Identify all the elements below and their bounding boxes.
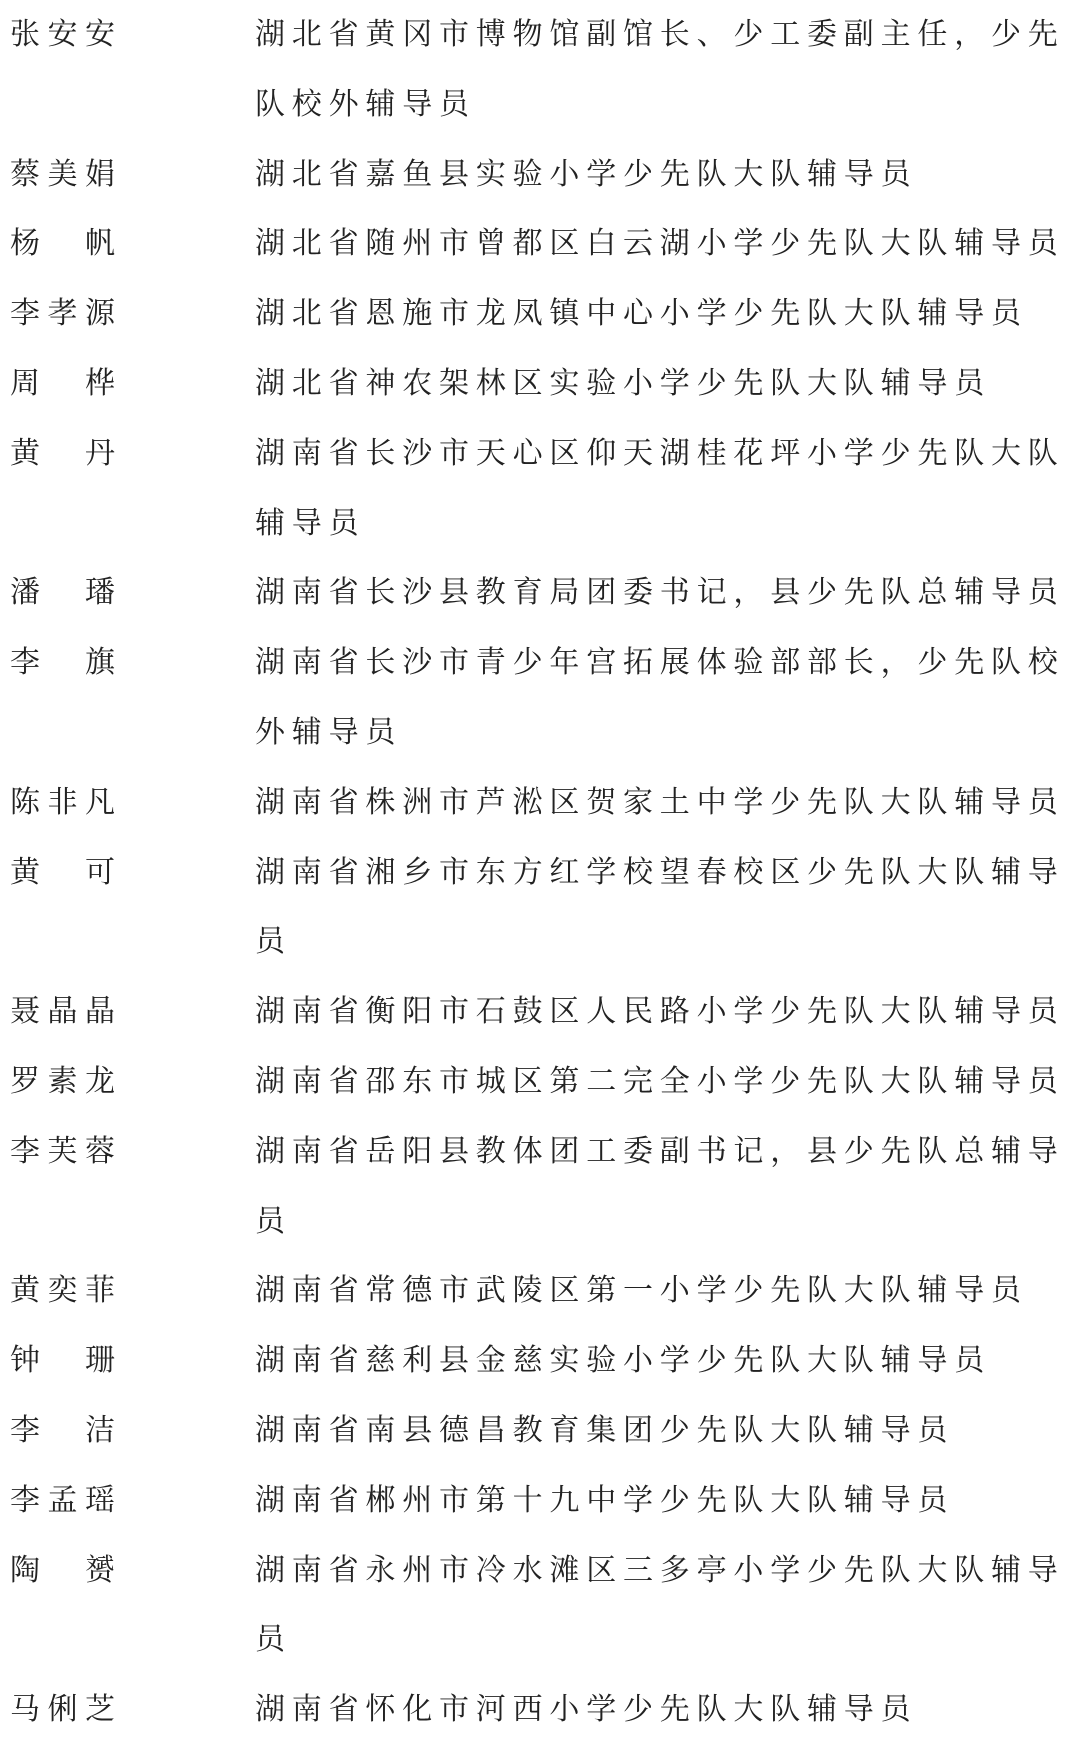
person-position: 湖南省衡阳市石鼓区人民路小学少先队大队辅导员 — [255, 994, 1065, 1030]
list-item — [0, 768, 1080, 838]
person-name: 黄丹 — [10, 435, 115, 471]
person-position: 湖南省湘乡市东方红学校望春校区少先队大队辅导员 — [255, 854, 1065, 960]
person-position: 湖南省郴州市第十九中学少先队大队辅导员 — [255, 1482, 955, 1518]
person-name: 钟珊 — [10, 1343, 115, 1379]
person-name: 黄奕菲 — [10, 1273, 115, 1309]
person-position: 湖北省神农架林区实验小学少先队大队辅导员 — [255, 365, 991, 401]
person-name: 周桦 — [10, 365, 115, 401]
person-name: 马俐芝 — [10, 1692, 115, 1728]
person-position: 湖南省长沙市青少年宫拓展体验部部长，少先队校外辅导员 — [255, 645, 1065, 750]
person-position: 湖南省怀化市河西小学少先队大队辅导员 — [255, 1692, 918, 1728]
list-item — [0, 628, 1080, 768]
list-item — [0, 1466, 1080, 1536]
list-item — [0, 0, 1080, 140]
list-item — [0, 1117, 1080, 1257]
person-position: 湖南省长沙县教育局团委书记，县少先队总辅导员 — [255, 575, 1065, 611]
list-item — [0, 279, 1080, 349]
person-name: 聂晶晶 — [10, 994, 115, 1030]
person-position: 湖南省常德市武陵区第一小学少先队大队辅导员 — [255, 1273, 1028, 1309]
person-name: 罗素龙 — [10, 1063, 115, 1099]
list-item — [0, 419, 1080, 559]
list-item — [0, 1536, 1080, 1676]
list-item — [0, 1396, 1080, 1466]
person-name: 蔡美娟 — [10, 156, 115, 192]
person-position: 湖南省慈利县金慈实验小学少先队大队辅导员 — [255, 1343, 991, 1379]
person-name: 潘璠 — [10, 575, 115, 611]
person-position: 湖南省邵东市城区第二完全小学少先队大队辅导员 — [255, 1063, 1065, 1099]
list-item — [0, 558, 1080, 628]
person-position: 湖北省随州市曾都区白云湖小学少先队大队辅导员 — [255, 226, 1065, 262]
person-position: 湖北省嘉鱼县实验小学少先队大队辅导员 — [255, 156, 918, 192]
list-item — [0, 977, 1080, 1047]
list-item — [0, 1326, 1080, 1396]
list-item — [0, 1256, 1080, 1326]
person-name: 杨帆 — [10, 226, 115, 262]
person-name: 张安安 — [10, 17, 115, 52]
person-position: 湖北省恩施市龙凤镇中心小学少先队大队辅导员 — [255, 296, 1028, 332]
person-position: 湖南省株洲市芦淞区贺家土中学少先队大队辅导员 — [255, 784, 1065, 820]
person-name: 李孟瑶 — [10, 1482, 115, 1518]
list-item — [0, 209, 1080, 279]
list-item — [0, 140, 1080, 210]
person-name: 黄可 — [10, 854, 115, 890]
person-position: 湖北省黄冈市博物馆副馆长、少工委副主任，少先队校外辅导员 — [255, 17, 1065, 122]
list-item — [0, 838, 1080, 978]
person-name: 李洁 — [10, 1412, 115, 1448]
list-item — [0, 349, 1080, 419]
person-position: 湖南省长沙市天心区仰天湖桂花坪小学少先队大队辅导员 — [255, 435, 1065, 541]
person-position: 湖南省岳阳县教体团工委副书记，县少先队总辅导员 — [255, 1133, 1065, 1239]
person-position: 湖南省永州市冷水滩区三多亭小学少先队大队辅导员 — [255, 1552, 1065, 1658]
person-name: 陶赟 — [10, 1552, 115, 1588]
person-position: 湖南省南县德昌教育集团少先队大队辅导员 — [255, 1412, 955, 1448]
list-item — [0, 1675, 1080, 1745]
person-name: 李孝源 — [10, 296, 115, 332]
person-name: 李芙蓉 — [10, 1133, 115, 1169]
list-item — [0, 1047, 1080, 1117]
person-name: 陈非凡 — [10, 784, 115, 820]
person-name: 李旗 — [10, 645, 115, 681]
